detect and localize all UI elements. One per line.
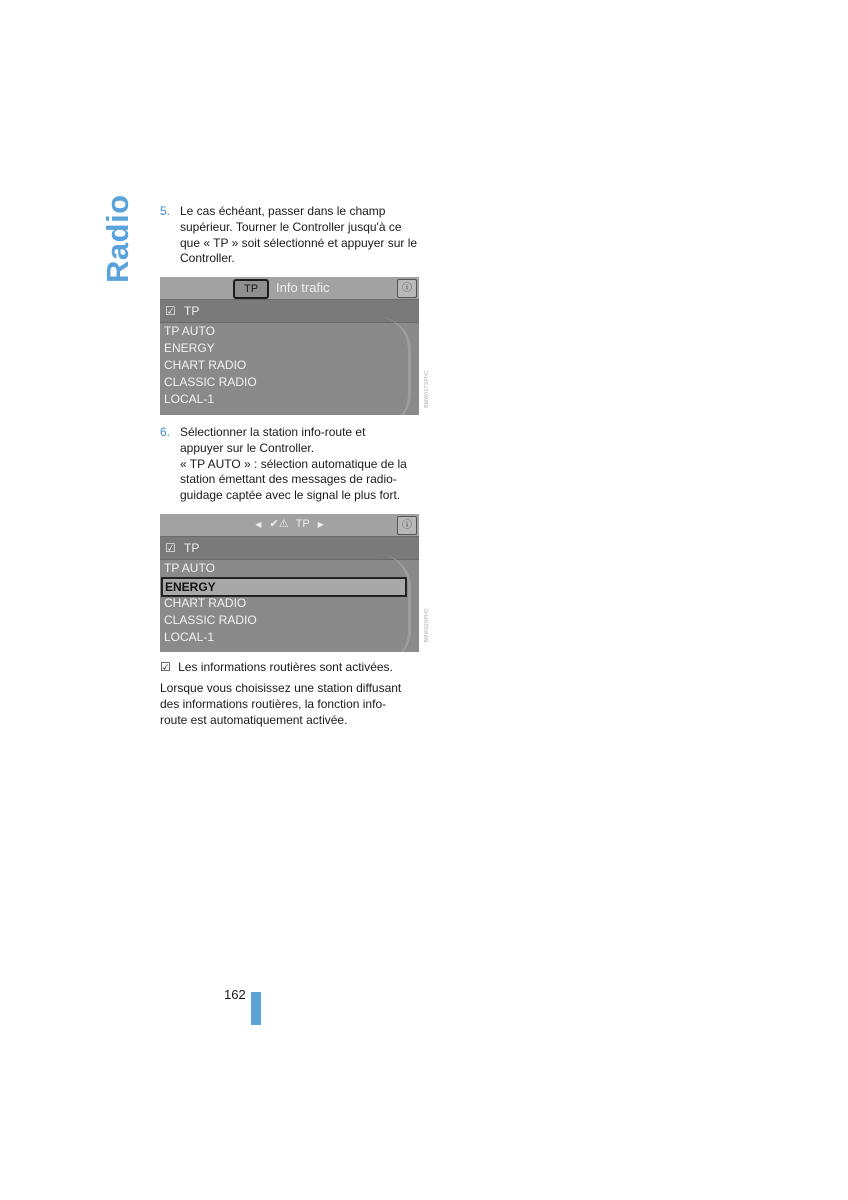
step-line: Controller.	[180, 251, 235, 266]
checkmark-icon: ☑	[165, 541, 176, 555]
tp-toggle-label: TP	[184, 541, 200, 555]
screen-tp-stations	[160, 514, 419, 652]
traffic-sign-icon: ✔⚠	[269, 518, 289, 530]
list-item[interactable]: TP AUTO	[164, 324, 215, 338]
image-code: BMW02SPHC	[424, 608, 430, 643]
paragraph-line: des informations routières, la fonction info-	[160, 696, 387, 711]
step-line: Sélectionner la station info-route et	[180, 425, 366, 439]
list-item[interactable]: CHART RADIO	[164, 596, 247, 610]
scroll-arc	[378, 317, 411, 415]
note-line	[160, 660, 393, 674]
list-item[interactable]: LOCAL-1	[164, 630, 215, 644]
screen-header	[160, 277, 419, 299]
arrow-left-icon[interactable]: ◀	[255, 520, 262, 529]
step-line: que « TP » soit sélectionné et appuyer sur le	[180, 235, 418, 250]
step-line: station émettant des messages de radio-	[180, 472, 397, 487]
tab-tp[interactable]: TP	[233, 279, 269, 299]
step-line: supérieur. Tourner le Controller jusqu'à ce	[180, 219, 402, 234]
list-item[interactable]: CLASSIC RADIO	[164, 613, 257, 627]
list-item-selected[interactable]: ENERGY	[161, 577, 407, 597]
step-line: appuyer sur le Controller.	[180, 440, 315, 455]
step-line: « TP AUTO » : sélection automatique de la	[180, 456, 407, 471]
info-icon[interactable]: ⓘ	[397, 516, 417, 535]
screen-header	[160, 514, 419, 536]
list-item[interactable]: ENERGY	[164, 341, 215, 355]
list-item[interactable]: TP AUTO	[164, 561, 215, 575]
nav-label: TP	[295, 518, 310, 530]
paragraph-line: Lorsque vous choisissez une station diffusant	[160, 681, 402, 695]
paragraph	[160, 681, 430, 728]
step-line: guidage captée avec le signal le plus fort.	[180, 488, 401, 503]
step-6	[160, 425, 420, 504]
step-5	[160, 204, 420, 267]
screen-info-trafic	[160, 277, 419, 415]
checkmark-icon: ☑	[160, 660, 171, 674]
section-title-text: Radio	[100, 194, 135, 283]
info-icon[interactable]: ⓘ	[397, 279, 417, 298]
tp-toggle-label: TP	[184, 304, 200, 318]
section-title	[100, 194, 140, 285]
list-item[interactable]: CLASSIC RADIO	[164, 375, 257, 389]
screen-title: Info trafic	[276, 280, 330, 295]
page-number: 162	[224, 987, 246, 1002]
checkmark-icon: ☑	[165, 304, 176, 318]
arrow-right-icon[interactable]: ▶	[317, 520, 324, 529]
paragraph-line: route est automatiquement activée.	[160, 712, 348, 727]
step-number: 6.	[160, 425, 171, 439]
step-number: 5.	[160, 204, 171, 218]
list-item[interactable]: CHART RADIO	[164, 358, 247, 372]
page-marker	[251, 992, 261, 1025]
scroll-arc	[378, 554, 411, 652]
note-text: Les informations routières sont activées.	[178, 660, 393, 674]
image-code: BMW01TSPHC	[424, 370, 430, 408]
list-item[interactable]: LOCAL-1	[164, 392, 215, 406]
header-navigation[interactable]	[160, 517, 419, 530]
step-line: Le cas échéant, passer dans le champ	[180, 204, 386, 218]
